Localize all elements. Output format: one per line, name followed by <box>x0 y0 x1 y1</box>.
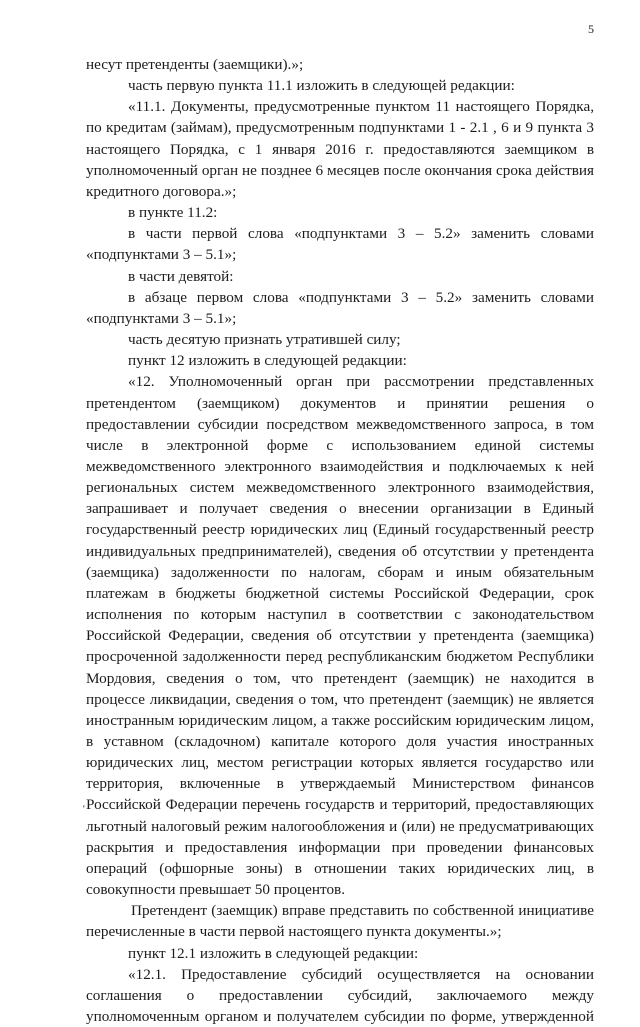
paragraph-11-2-intro: в пункте 11.2: <box>128 204 218 222</box>
paragraph-12-text: «12. Уполномоченный орган при рассмотрении представленных претендентом (заемщиком) документов и принятии решения о предоставлении субсидии посредством межведомственного запроса, в том числе в электронной форме с использованием единой системы межведомственного электронного взаимодействия и подключаемых к ней региональных систем межведомственного электронного взаимодействия, запрашивает и получает сведения о внесении организации в Единый государственный реестр юридических лиц (Единый государственный реестр индивидуальных предпринимателей), сведения об отсутствии у претендента (заемщика) задолженности по налогам, сборам и иным обязательным платежам в бюджеты бюджетной системы Российской Федерации, срок исполнения по которым наступил в соответствии с законодательством Российской Федерации, сведения об отсутствии у претендента (заемщика) просроченной задолженности перед республиканским бюджетом Республики Мордовия, сведения о том, что претендент (заемщик) не находится в процессе ликвидации, сведения о том, что претендент (заемщик) не является иностранным юридическим лицом, а также российским юридическим лицом, в уставном (складочном) капитале которого доля участия иностранных юридических лиц, местом регистрации которых является государство или территория, включенные в утверждаемый Министерством финансов Российской Федерации перечень государств и территорий, предоставляющих льготный налоговый режим налогообложения и (или) не предусматривающих раскрытия и предоставления информации при проведении финансовых операций (офшорные зоны) в отношении таких юридических лиц, в совокупности превышает 50 процентов. <box>86 373 594 899</box>
paragraph-part-ten: часть десятую признать утратившей силу; <box>128 331 401 349</box>
paragraph-amendment-11-1-intro: часть первую пункта 11.1 изложить в следующей редакции: <box>128 77 515 95</box>
paragraph-part-nine-intro: в части девятой: <box>128 267 234 285</box>
paragraph-12-intro: пункт 12 изложить в следующей редакции: <box>128 352 407 370</box>
paragraph-11-1-text: «11.1. Документы, предусмотренные пунктом 11 настоящего Порядка, по кредитам (займам), предусмотренным подпунктами 1 - 2.1 , 6 и 9 пункта 3 настоящего Порядка, с 1 января 2016 г. предоставляются заемщиком в уполномоченный орган не позднее 6 месяцев после окончания срока действия кредитного договора.»; <box>86 98 594 200</box>
paragraph-12-part-two: Претендент (заемщик) вправе представить по собственной инициативе перечисленные в части первой настоящего пункта документы.»; <box>86 902 594 941</box>
page-number: 5 <box>588 22 594 36</box>
paragraph-12-1-intro: пункт 12.1 изложить в следующей редакции: <box>128 944 419 962</box>
paragraph-continuation: несут претенденты (заемщики).»; <box>86 56 304 73</box>
paragraph-12-1-text: «12.1. Предоставление субсидий осуществляется на основании соглашения о предоставлении субсидий, заключаемого между уполномоченным органом и получателем субсидии по форме, утвержденной <box>86 965 594 1026</box>
document-body <box>86 54 594 1027</box>
margin-mark: ʻ <box>82 803 86 815</box>
paragraph-11-2-part-one: в части первой слова «подпунктами 3 – 5.2» заменить словами «подпунктами 3 – 5.1»; <box>86 225 594 264</box>
paragraph-part-nine-first: в абзаце первом слова «подпунктами 3 – 5.2» заменить словами «подпунктами 3 – 5.1»; <box>86 288 594 327</box>
